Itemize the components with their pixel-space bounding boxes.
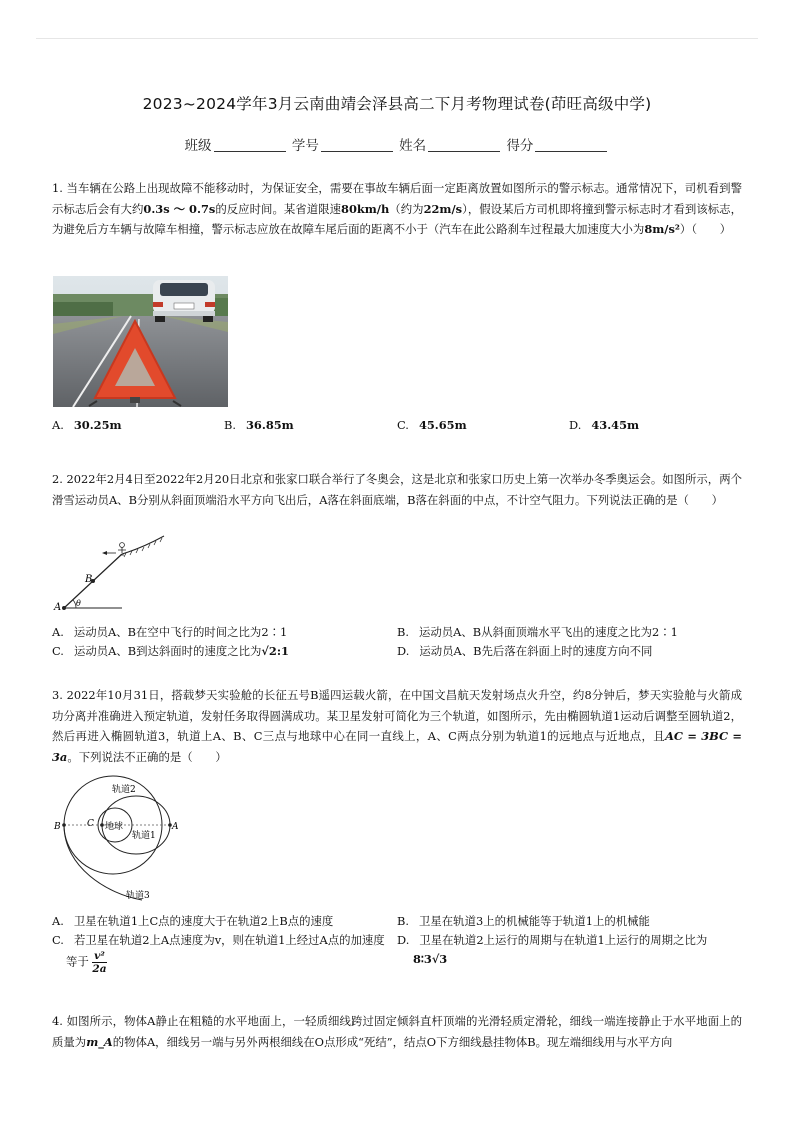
orbit-label-a: A — [172, 822, 179, 832]
page-title: 2023~2024学年3月云南曲靖会泽县高二下月考物理试卷(茚旺高级中学) — [142, 95, 652, 113]
field-score-blank[interactable] — [535, 137, 607, 152]
field-number-blank[interactable] — [321, 137, 393, 152]
q2-option-b[interactable]: B. 运动员A、B从斜面顶端水平飞出的速度之比为2∶1 — [397, 625, 678, 639]
label-b: B — [85, 574, 93, 585]
warning-triangle-photo — [53, 276, 228, 407]
orbit3-label: 轨道3 — [126, 891, 150, 901]
question-3-text: 3. 2022年10月31日，搭载梦天实验舱的长征五号B遥四运载火箭，在中国文昌航天发射场点火升空，约8分钟后，梦天实验舱与火箭成功分离并准确进入预定轨道，发射任务取得圆满成功。某卫星发射可简化为三个轨道，如图所示，先由椭圆轨道1运动后调整至圆轨道2，然后再进入椭圆轨道3，轨道上A、B、C三点与地球中心在同一直线上，A、C两点分别为轨道1的远地点与近地点，且AC = 3BC = 3a。下列说法不正确的是（ ） — [52, 688, 742, 764]
q3-option-b[interactable]: B. 卫星在轨道3上的机械能等于轨道1上的机械能 — [397, 914, 650, 928]
q3-option-a[interactable]: A. 卫星在轨道1上C点的速度大于在轨道2上B点的速度 — [52, 914, 334, 928]
top-divider — [36, 38, 758, 39]
student-info-fields — [0, 134, 794, 154]
q3-option-d[interactable]: D. 卫星在轨道2上运行的周期与在轨道1上运行的周期之比为 — [397, 933, 708, 947]
orbit-label-b: B — [54, 822, 61, 832]
field-score-label: 得分 — [506, 138, 534, 154]
orbit1-label: 轨道1 — [132, 831, 156, 841]
q2-option-a[interactable]: A. 运动员A、B在空中飞行的时间之比为2∶1 — [52, 625, 288, 639]
field-number-label: 学号 — [291, 138, 319, 154]
q1-option-c[interactable]: C. 45.65m — [397, 418, 467, 432]
earth-label: 地球 — [105, 822, 124, 832]
q3-option-c-formula: 等于 $\frac{\text{v²}}{2a}$ — [66, 950, 107, 975]
label-theta: θ — [76, 599, 81, 608]
q3-option-c[interactable]: C. 若卫星在轨道2上A点速度为v，则在轨道1上经过A点的加速度 — [52, 933, 385, 947]
q1-option-d[interactable]: D. 43.45m — [569, 418, 640, 432]
q3-option-d-ratio: 8∶3√3 — [413, 952, 448, 966]
field-name-blank[interactable] — [428, 137, 500, 152]
field-class-label: 班级 — [184, 138, 212, 154]
q1-option-a[interactable]: A. 30.25m — [52, 418, 122, 432]
q1-option-b[interactable]: B. 36.85m — [224, 418, 294, 432]
q2-option-c[interactable]: C. 运动员A、B到达斜面时的速度之比为√2:1 — [52, 644, 289, 658]
question-1-text: 1. 当车辆在公路上出现故障不能移动时，为保证安全，需要在事故车辆后面一定距离放置如图所示的警示标志。通常情况下，司机看到警示标志后会有大约0.3s ～ 0.7s的反应时间。某省道限速80km/h（约为22m/s），假设某后方司机即将撞到警示标志时才看到该标志，为避免后方车辆与故障车相撞，警示标志应放在故障车尾后面的距离不小于（汽车在此公路刹车过程最大加速度大小为8m/s²）（ ） — [52, 181, 742, 236]
field-name-label: 姓名 — [399, 138, 427, 154]
orbit-label-c: C — [87, 819, 94, 829]
question-2-text: 2. 2022年2月4日至2022年2月20日北京和张家口联合举行了冬奥会，这是北京和张家口历史上第一次举办冬季奥运会。如图所示，两个滑雪运动员A、B分别从斜面顶端沿水平方向飞出后，A落在斜面底端，B落在斜面的中点，不计空气阻力。下列说法正确的是（ ） — [52, 472, 742, 507]
label-a: A — [54, 602, 62, 613]
orbit2-label: 轨道2 — [112, 785, 136, 795]
question-4-text: 4. 如图所示，物体A静止在粗糙的水平地面上，一轻质细线跨过固定倾斜直杆顶端的光滑轻质定滑轮，细线一端连接静止于水平地面上的质量为m_A的物体A，细线另一端与另外两根细线在O点形成“死结”，结点O下方细线悬挂物体B。现左端细线用与水平方向 — [52, 1014, 742, 1049]
q2-option-d[interactable]: D. 运动员A、B先后落在斜面上时的速度方向不同 — [397, 644, 653, 658]
orbit-diagram — [52, 772, 182, 904]
ski-slope-diagram — [52, 534, 172, 614]
field-class-blank[interactable] — [214, 137, 286, 152]
